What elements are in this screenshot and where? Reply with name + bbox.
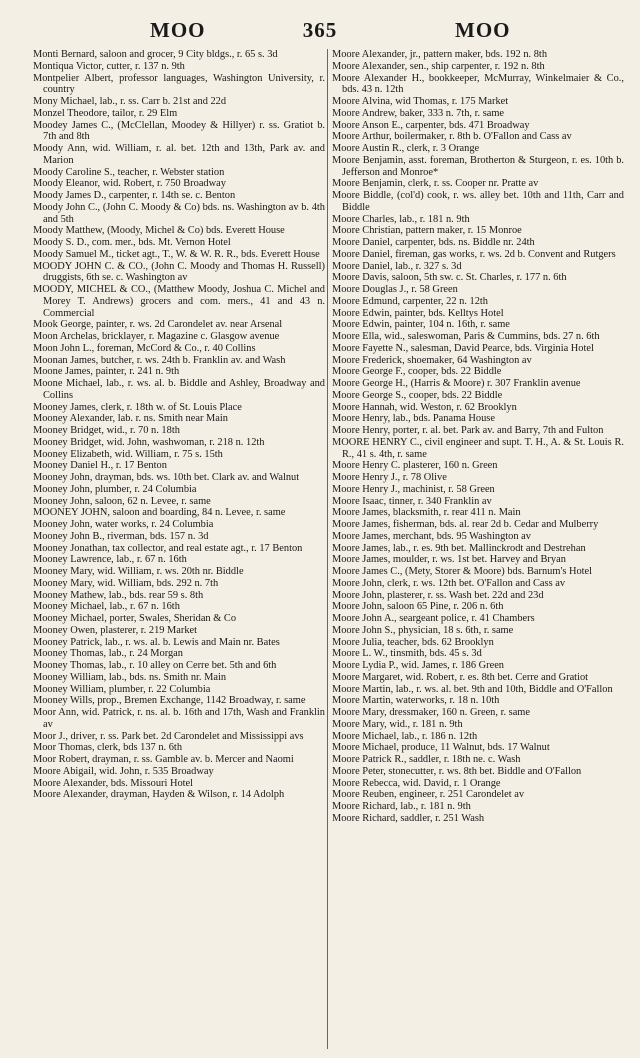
directory-entry: Moon John L., foreman, McCord & Co., r. 40 Collins — [33, 342, 256, 354]
directory-entry: Mooney Owen, plasterer, r. 219 Market — [33, 624, 198, 636]
directory-entry: Moody James D., carpenter, r. 14th se. c. Benton — [33, 190, 236, 201]
directory-entry: Mook George, painter, r. ws. 2d Carondelet av. near Arsenal — [33, 319, 283, 331]
directory-entry: Moore Alexander, drayman, Hayden & Wilson, r. 14 Adolph — [33, 789, 285, 801]
directory-entry: MOODY JOHN C. & CO., (John C. Moody and Thomas H. Russell) druggists, 6th se. c. Washington av — [33, 260, 325, 284]
directory-entry: Mooney William, lab., bds. ns. Smith nr. Main — [33, 671, 227, 683]
directory-entry: Moor Ann, wid. Patrick, r. ns. al. b. 16th and 17th, Wash and Franklin av — [33, 707, 325, 730]
directory-entry: Moore Edwin, painter, bds. Kelltys Hotel — [332, 307, 504, 319]
directory-entry: Moore Benjamin, asst. foreman, Brotherton & Sturgeon, r. es. 10th b. Jefferson and Monroe* — [332, 154, 624, 178]
directory-entry: Moore Reuben, engineer, r. 251 Carondelet av — [332, 789, 525, 801]
directory-entry: Moore Henry, lab., bds. Panama House — [332, 413, 495, 425]
directory-entry: Moodey James C., (McClellan, Moodey & Hillyer) r. ss. Gratiot b. 7th and 8th — [33, 119, 325, 143]
directory-entry: Monzel Theodore, tailor, r. 29 Elm — [33, 107, 178, 119]
directory-entry: Moore Arthur, boilermaker, r. 8th b. O'Fallon and Cass av — [332, 131, 572, 143]
directory-entry: Moody Samuel M., ticket agt., T., W. & W. R. R., bds. Everett House — [33, 248, 320, 260]
page-header — [0, 18, 640, 48]
directory-entry: Moore Edwin, painter, 104 n. 16th, r. same — [332, 319, 510, 331]
directory-entry: Moody Ann, wid. William, r. al. bet. 12th and 13th, Park av. and Marion — [33, 143, 325, 166]
directory-entry: Mooney Bridget, wid. John, washwoman, r. 218 n. 12th — [33, 436, 265, 448]
directory-entry: MOODY, MICHEL & CO., (Matthew Moody, Joshua C. Michel and Morey T. Andrews) grocers and com. mers., 41 and 43 n. Commercial — [33, 284, 325, 319]
directory-entry: Mony Michael, lab., r. ss. Carr b. 21st and 22d — [33, 96, 227, 107]
running-head-left: MOO — [150, 18, 206, 42]
directory-entry: Monti Bernard, saloon and grocer, 9 City bldgs., r. 65 s. 3d — [33, 49, 278, 60]
running-head-right: MOO — [455, 18, 511, 42]
directory-entry: Mooney Jonathan, tax collector, and real estate agt., r. 17 Benton — [33, 542, 303, 554]
directory-entry: Moore Peter, stonecutter, r. ws. 8th bet. Biddle and O'Fallon — [332, 765, 582, 777]
directory-entry: Moore James, moulder, r. ws. 1st bet. Harvey and Bryan — [332, 554, 566, 566]
directory-entry: Moore Davis, saloon, 5th sw. c. St. Charles, r. 177 n. 6th — [332, 272, 567, 284]
directory-entry: Moore Richard, lab., r. 181 n. 9th — [332, 801, 471, 812]
directory-entry: Moody Eleanor, wid. Robert, r. 750 Broadway — [33, 178, 226, 190]
directory-entry: Moore Anson E., carpenter, bds. 471 Broadway — [332, 119, 530, 131]
directory-entry: Mooney Thomas, lab., r. 10 alley on Cerre bet. 5th and 6th — [33, 660, 277, 671]
directory-entry: Moore Hannah, wid. Weston, r. 62 Brooklyn — [332, 401, 517, 413]
directory-entry: Moore Charles, lab., r. 181 n. 9th — [332, 213, 470, 225]
page-number: 365 — [302, 18, 338, 42]
directory-entry: Moore Frederick, shoemaker, 64 Washington av — [332, 354, 532, 366]
directory-entry: Moore Alexander, sen., ship carpenter, r. 192 n. 8th — [332, 60, 545, 72]
left-column — [33, 49, 325, 801]
directory-entry: Mooney John B., riverman, bds. 157 n. 3d — [33, 530, 209, 542]
directory-entry: Moon Archelas, bricklayer, r. Magazine c. Glasgow avenue — [33, 331, 280, 342]
directory-entry: Moore Henry C. plasterer, 160 n. Green — [332, 460, 498, 472]
directory-entry: Moore Christian, pattern maker, r. 15 Monroe — [332, 225, 522, 237]
directory-entry: Moone James, painter, r. 241 n. 9th — [33, 366, 180, 378]
directory-entry: Mooney Daniel H., r. 17 Benton — [33, 460, 167, 472]
directory-entry: Moore Patrick R., saddler, r. 18th ne. c. Wash — [332, 754, 521, 765]
directory-entry: MOORE HENRY C., civil engineer and supt. T. H., A. & St. Louis R. R., 41 s. 4th, r. same — [332, 436, 624, 460]
directory-entry: Moore Biddle, (col'd) cook, r. ws. alley bet. 10th and 11th, Carr and Biddle — [332, 190, 624, 213]
directory-entry: Moore James, lab., r. es. 9th bet. Mallinckrodt and Destrehan — [332, 542, 586, 554]
directory-entry: Moore Andrew, baker, 333 n. 7th, r. same — [332, 107, 505, 119]
directory-entry: Moor J., driver, r. ss. Park bet. 2d Carondelet and Mississippi avs — [33, 730, 304, 742]
directory-entry: Mooney Elizabeth, wid. William, r. 75 s. 15th — [33, 448, 223, 460]
directory-entry: Moore George S., cooper, bds. 22 Biddle — [332, 389, 503, 401]
directory-entry: Moone Michael, lab., r. ws. al. b. Biddle and Ashley, Broadway and Collins — [33, 378, 325, 401]
directory-entry: Mooney John, drayman, bds. ws. 10th bet. Clark av. and Walnut — [33, 472, 300, 483]
directory-entry: Mooney William, plumber, r. 22 Columbia — [33, 683, 211, 695]
directory-entry: Moore Rebecca, wid. David, r. 1 Orange — [332, 777, 501, 789]
directory-entry: Moore John S., physician, 18 s. 6th, r. same — [332, 624, 514, 636]
directory-entry: Moore Henry J., machinist, r. 58 Green — [332, 483, 495, 495]
directory-entry: Montpelier Albert, professor languages, Washington University, r. country — [33, 72, 325, 96]
directory-entry: Mooney Wills, prop., Bremen Exchange, 1142 Broadway, r. same — [33, 695, 306, 707]
directory-entry: Moody Matthew, (Moody, Michel & Co) bds. Everett House — [33, 225, 285, 237]
directory-entry: Mooney Bridget, wid., r. 70 n. 18th — [33, 425, 180, 436]
directory-entry: Mooney Mathew, lab., bds. rear 59 s. 8th — [33, 589, 204, 601]
directory-entry: MOONEY JOHN, saloon and boarding, 84 n. Levee, r. same — [33, 507, 286, 519]
directory-entry: Moore James, blacksmith, r. rear 411 n. Main — [332, 507, 521, 519]
directory-entry: Moore Richard, saddler, r. 251 Wash — [332, 812, 485, 824]
directory-entry: Moore James C., (Mety, Storer & Moore) bds. Barnum's Hotel — [332, 566, 593, 577]
directory-entry: Mooney John, saloon, 62 n. Levee, r. same — [33, 495, 211, 507]
directory-entry: Mooney Michael, porter, Swales, Sheridan & Co — [33, 613, 237, 624]
directory-entry: Moore Abigail, wid. John, r. 535 Broadway — [33, 765, 214, 777]
directory-entry: Mooney James, clerk, r. 18th w. of St. Louis Place — [33, 401, 242, 413]
directory-entry: Moore Mary, dressmaker, 160 n. Green, r. same — [332, 707, 531, 718]
directory-entry: Moore Benjamin, clerk, r. ss. Cooper nr. Pratte av — [332, 178, 539, 190]
directory-entry: Montiqua Victor, cutter, r. 137 n. 9th — [33, 60, 185, 72]
directory-entry: Moore Henry, porter, r. al. bet. Park av. and Barry, 7th and Fulton — [332, 425, 604, 436]
directory-entry: Moore L. W., tinsmith, bds. 45 s. 3d — [332, 648, 482, 660]
directory-entry: Moore Michael, lab., r. 186 n. 12th — [332, 730, 478, 742]
directory-entry: Mooney Alexander, lab. r. ns. Smith near Main — [33, 413, 228, 425]
directory-entry: Moore George F., cooper, bds. 22 Biddle — [332, 366, 502, 378]
directory-entry: Mooney Patrick, lab., r. ws. al. b. Lewis and Main nr. Bates — [33, 636, 280, 648]
directory-entry: Mooney Thomas, lab., r. 24 Morgan — [33, 648, 183, 660]
directory-entry: Moore Daniel, fireman, gas works, r. ws. 2d b. Convent and Rutgers — [332, 248, 616, 260]
directory-entry: Moody Caroline S., teacher, r. Webster station — [33, 166, 225, 178]
directory-entry: Moore John, plasterer, r. ss. Wash bet. 22d and 23d — [332, 589, 544, 601]
directory-entry: Moore Daniel, carpenter, bds. ns. Biddle nr. 24th — [332, 237, 535, 248]
directory-entry: Mooney Mary, wid. William, bds. 292 n. 7th — [33, 577, 219, 589]
directory-entry: Moore Alexander H., bookkeeper, McMurray, Winkelmaier & Co., bds. 43 n. 12th — [332, 72, 624, 96]
directory-entry: Moody John C., (John C. Moody & Co) bds. ns. Washington av b. 4th and 5th — [33, 201, 325, 225]
directory-entry: Moody S. D., com. mer., bds. Mt. Vernon Hotel — [33, 237, 231, 248]
directory-entry: Moore Edmund, carpenter, 22 n. 12th — [332, 295, 488, 307]
directory-entry: Moonan James, butcher, r. ws. 24th b. Franklin av. and Wash — [33, 354, 286, 366]
directory-entry: Moore Martin, lab., r. ws. al. bet. 9th and 10th, Biddle and O'Fallon — [332, 683, 613, 695]
directory-entry: Mooney Mary, wid. William, r. ws. 20th nr. Biddle — [33, 566, 244, 577]
directory-entry: Mooney John, plumber, r. 24 Columbia — [33, 483, 197, 495]
directory-entry: Moore Douglas J., r. 58 Green — [332, 284, 458, 295]
directory-entry: Moore Lydia P., wid. James, r. 186 Green — [332, 660, 504, 671]
directory-entry: Moore John, clerk, r. ws. 12th bet. O'Fallon and Cass av — [332, 577, 566, 589]
directory-entry: Mooney John, water works, r. 24 Columbia — [33, 519, 214, 530]
directory-entry: Moore Isaac, tinner, r. 340 Franklin av — [332, 495, 492, 507]
directory-entry: Moore Daniel, lab., r. 327 s. 3d — [332, 260, 462, 272]
directory-entry: Moore John, saloon 65 Pine, r. 206 n. 6th — [332, 601, 504, 613]
directory-entry: Moor Thomas, clerk, bds 137 n. 6th — [33, 742, 183, 754]
column-divider — [327, 49, 328, 1049]
directory-entry: Mooney Lawrence, lab., r. 67 n. 16th — [33, 554, 187, 566]
directory-entry: Moore Austin R., clerk, r. 3 Orange — [332, 143, 480, 154]
directory-entry: Moore Martin, waterworks, r. 18 n. 10th — [332, 695, 500, 707]
directory-entry: Moore John A., seargeant police, r. 41 Chambers — [332, 613, 535, 624]
directory-entry: Moore Alexander, bds. Missouri Hotel — [33, 777, 194, 789]
directory-entry: Moore James, merchant, bds. 95 Washington av — [332, 530, 531, 542]
directory-entry: Moore Julia, teacher, bds. 62 Brooklyn — [332, 636, 494, 648]
directory-entry: Moore Ella, wid., saleswoman, Paris & Cummins, bds. 27 n. 6th — [332, 331, 600, 342]
right-column — [332, 49, 624, 825]
directory-entry: Moore George H., (Harris & Moore) r. 307 Franklin avenue — [332, 378, 581, 389]
directory-entry: Moore Alvina, wid Thomas, r. 175 Market — [332, 96, 509, 107]
directory-entry: Moore Alexander, jr., pattern maker, bds. 192 n. 8th — [332, 49, 548, 60]
directory-entry: Moore Henry J., r. 78 Olive — [332, 472, 447, 483]
directory-entry: Moore Fayette N., salesman, David Pearce, bds. Virginia Hotel — [332, 342, 594, 354]
directory-entry: Moore Mary, wid., r. 181 n. 9th — [332, 718, 463, 730]
directory-entry: Moore Michael, produce, 11 Walnut, bds. 17 Walnut — [332, 742, 550, 754]
directory-entry: Moore Margaret, wid. Robert, r. es. 8th bet. Cerre and Gratiot — [332, 671, 589, 683]
directory-entry: Mooney Michael, lab., r. 67 n. 16th — [33, 601, 180, 613]
directory-entry: Moore James, fisherman, bds. al. rear 2d b. Cedar and Mulberry — [332, 519, 599, 530]
directory-entry: Moor Robert, drayman, r. ss. Gamble av. b. Mercer and Naomi — [33, 754, 294, 765]
